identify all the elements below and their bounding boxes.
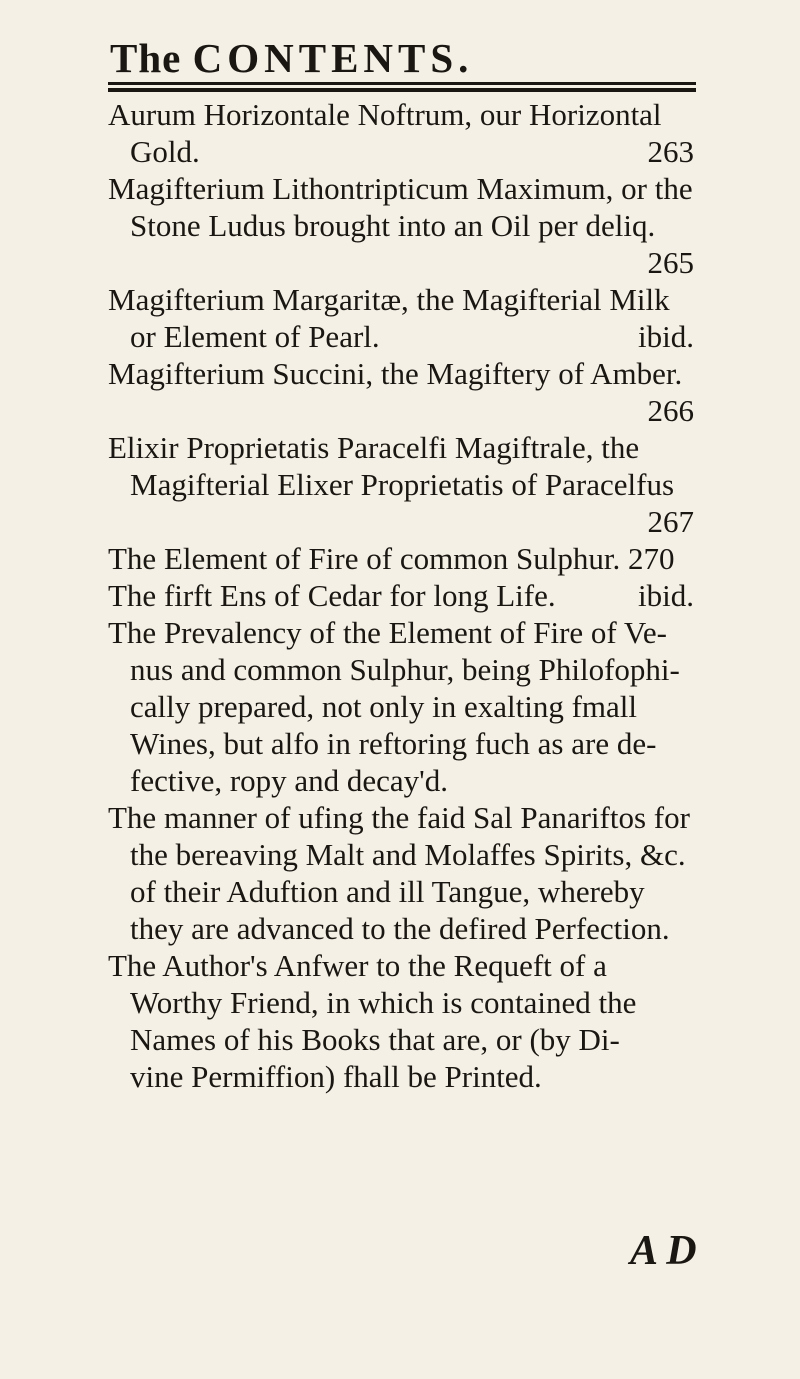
- toc-entry-line: Wines, but alfo in reftoring fuch as are de-: [130, 726, 657, 761]
- toc-page-number: 267: [647, 504, 694, 539]
- running-head-contents: CONTENTS.: [192, 35, 474, 81]
- toc-entry: [108, 540, 698, 577]
- toc-entry-line: Worthy Friend, in which is contained the: [130, 985, 637, 1020]
- toc-entry-line: The firft Ens of Cedar for long Life.: [108, 578, 556, 613]
- toc-entry: [108, 799, 698, 947]
- toc-page-number: ibid.: [638, 319, 694, 354]
- toc-page-number: 270: [628, 541, 675, 576]
- toc-entry-line: Magifterial Elixer Proprietatis of Paracelfus: [130, 467, 675, 502]
- toc-entry-line: they are advanced to the defired Perfection.: [130, 911, 670, 946]
- toc-entry: [108, 429, 698, 540]
- toc-entry-line: Elixir Proprietatis Paracelfi Magiftrale, the: [108, 430, 640, 465]
- running-head-the: The: [110, 35, 182, 81]
- toc-entry-line: Stone Ludus brought into an Oil per deliq.: [130, 208, 656, 243]
- toc-page-number: ibid.: [638, 578, 694, 613]
- toc-entry-line: Magifterium Lithontripticum Maximum, or the: [108, 171, 693, 206]
- toc-entry: [108, 614, 698, 799]
- toc-entry-line: fective, ropy and decay'd.: [130, 763, 449, 798]
- toc-page-number: 265: [647, 245, 694, 280]
- toc-entry-line: Gold.: [130, 134, 200, 169]
- toc-entry: [108, 281, 698, 355]
- toc-entry-line: Names of his Books that are, or (by Di-: [130, 1022, 620, 1057]
- toc-entry-line: nus and common Sulphur, being Philofophi-: [130, 652, 680, 687]
- toc-entry-line: or Element of Pearl.: [130, 319, 380, 354]
- toc-entry: [108, 947, 698, 1095]
- toc-entry: [108, 355, 698, 429]
- header-rule-top: [108, 82, 696, 85]
- toc-entry-line: Magifterium Succini, the Magiftery of Amber.: [108, 356, 683, 391]
- toc-entry: [108, 170, 698, 281]
- toc-entry-line: the bereaving Malt and Molaffes Spirits, &c.: [130, 837, 686, 872]
- toc-entry-line: The Author's Anfwer to the Requeft of a: [108, 948, 607, 983]
- toc-entry-line: The manner of ufing the faid Sal Panariftos for: [108, 800, 690, 835]
- contents-list: [108, 96, 698, 1095]
- toc-page-number: 263: [647, 134, 694, 169]
- toc-entry-line: Aurum Horizontale Noftrum, our Horizontal: [108, 97, 662, 132]
- catchword: A D: [630, 1228, 697, 1274]
- toc-entry: [108, 96, 698, 170]
- running-head: [110, 35, 690, 81]
- toc-entry-line: The Prevalency of the Element of Fire of Ve-: [108, 615, 667, 650]
- toc-entry-line: of their Aduftion and ill Tangue, whereby: [130, 874, 645, 909]
- toc-entry: [108, 577, 698, 614]
- toc-entry-line: cally prepared, not only in exalting fmall: [130, 689, 638, 724]
- toc-page-number: 266: [647, 393, 694, 428]
- toc-entry-line: vine Permiffion) fhall be Printed.: [130, 1059, 542, 1094]
- toc-entry-line: The Element of Fire of common Sulphur.: [108, 541, 621, 576]
- header-rule-bottom: [108, 88, 696, 92]
- toc-entry-line: Magifterium Margaritæ, the Magifterial Milk: [108, 282, 670, 317]
